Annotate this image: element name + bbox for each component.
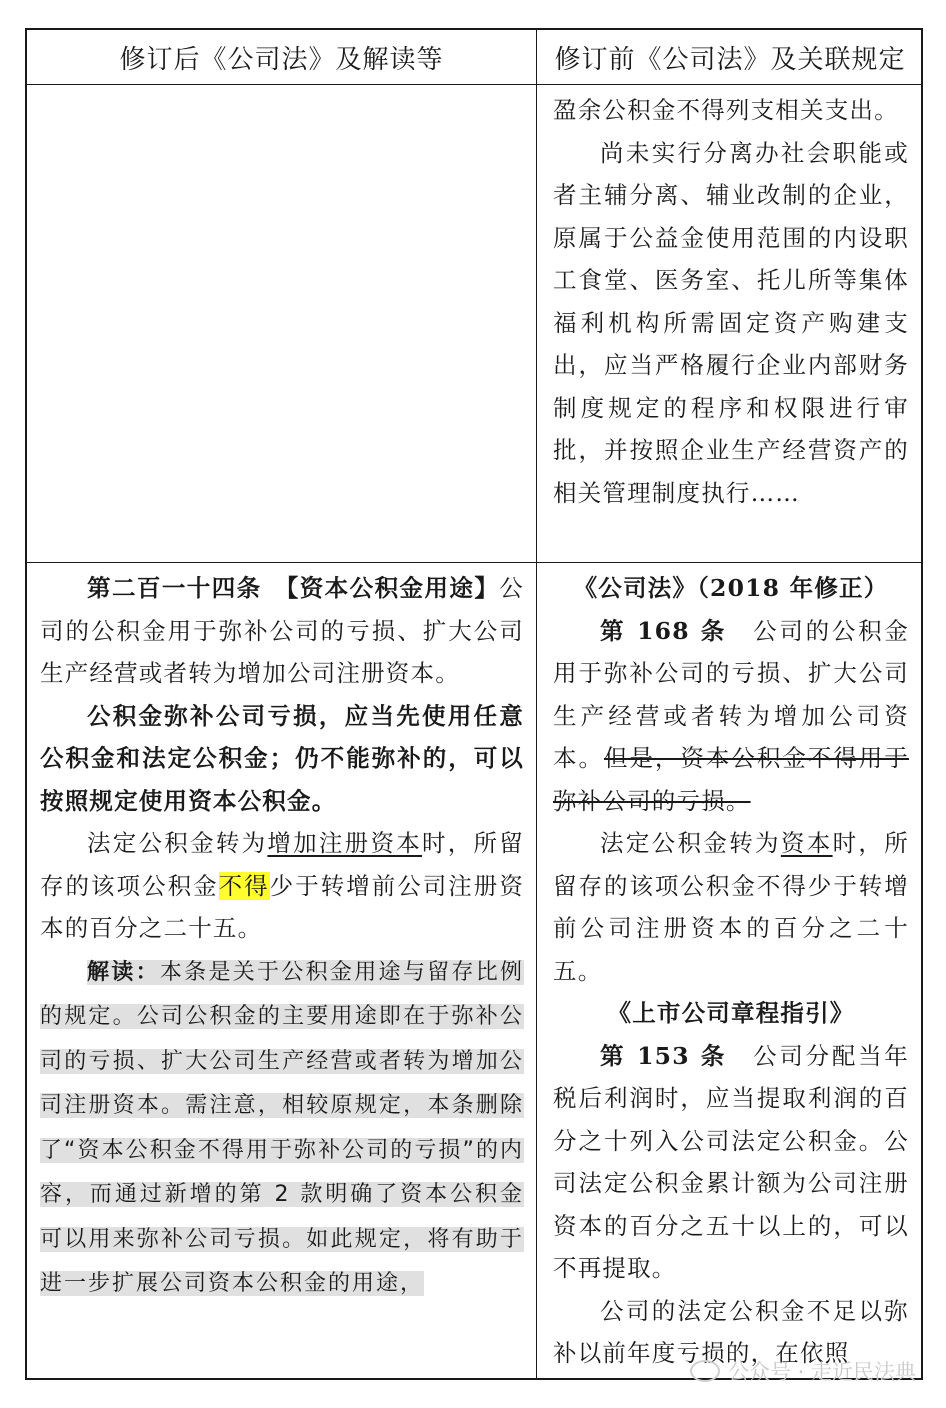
- law2-para-2: 公司的法定公积金不足以弥补以前年度亏损的，在依照: [553, 1296, 909, 1367]
- para3-text-b: 时，所留存的该项公积金: [40, 829, 524, 900]
- law1-p2-text-b: 时，所留存的该项公积金不得少于转增前公司注册资本的百分之二十五。: [553, 829, 909, 985]
- interpretation-text: 本条是关于公积金用途与留存比例的规定。公司公积金的主要用途即在于弥补公司的亏损、扩大公司生产经营或者转为增加公司注册资本。需注意，相较原规定，本条删除了“资本公积金不得用于弥补公司的亏损”的内容，而通过新增的第 2 款明确了资本公积金可以用来弥补公司亏损。如此规定，将有助于进一步扩展公司资本公积金的用途，: [40, 959, 524, 1296]
- law2-article-text: 公司分配当年税后利润时，应当提取利润的百分之十列入公司法定公积金。公司法定公积金累计额为公司注册资本的百分之五十以上的，可以不再提取。: [553, 1041, 909, 1282]
- interpretation-label: 解读：: [87, 959, 160, 985]
- row1-right-para-1: 盈余公积金不得列支相关支出。: [553, 96, 899, 124]
- law1-deleted-text: 但是，资本公积金不得用于弥补公司的亏损。: [553, 744, 909, 815]
- law1-title: 《公司法》（2018 年修正）: [573, 574, 889, 602]
- law1-para-2: [553, 822, 909, 992]
- law2-article-number: 第 153 条: [600, 1041, 727, 1070]
- wechat-icon: [690, 1360, 720, 1382]
- row2-right-cell: [553, 567, 909, 1379]
- column-divider: [536, 30, 537, 1378]
- row1-right-para-2: 尚未实行分离办社会职能或者主辅分离、辅业改制的企业，原属于公益金使用范围的内设职工食堂、医务室、托儿所等集体福利机构所需固定资产购建支出，应当严格履行企业内部财务制度规定的程序和权限进行审批，并按照企业生产经营资产的相关管理制度执行……: [553, 138, 909, 507]
- law1-article: [553, 610, 909, 823]
- header-left: 修订后《公司法》及解读等: [119, 44, 444, 75]
- watermark-text: 公众号 · 走近民法典: [727, 1360, 916, 1384]
- law1-p2-underlined: 资本: [780, 829, 833, 857]
- para3-text-a: 法定公积金转为: [87, 829, 268, 857]
- para3-text-c: 少于转增前公司注册资本的百分之二十五。: [40, 871, 524, 942]
- article-214-head: 第二百一十四条 【资本公积金用途】: [87, 574, 500, 602]
- article-214-body: 公司的公积金用于弥补公司的亏损、扩大公司生产经营或者转为增加公司注册资本。: [40, 574, 524, 687]
- watermark: [690, 1356, 916, 1386]
- row-divider: [27, 562, 921, 563]
- law1-article-text: 公司的公积金用于弥补公司的亏损、扩大公司生产经营或者转为增加公司资本。: [553, 616, 909, 772]
- comparison-table: [25, 28, 923, 1380]
- row2-left-cell: [40, 567, 524, 1379]
- article-214-para-3: [40, 822, 524, 950]
- interpretation: [40, 950, 524, 1306]
- law1-p2-text-a: 法定公积金转为: [600, 829, 781, 857]
- law2-title: 《上市公司章程指引》: [607, 999, 855, 1027]
- article-214: [40, 567, 524, 695]
- row1-right-cell: [553, 89, 909, 559]
- article-214-para-2: 公积金弥补公司亏损，应当先使用任意公积金和法定公积金；仍不能弥补的，可以按照规定使用资本公积金。: [40, 701, 524, 815]
- law1-article-number: 第 168 条: [600, 616, 727, 645]
- para3-highlight: 不得: [218, 871, 270, 900]
- law2-article: [553, 1035, 909, 1290]
- header-right: 修订前《公司法》及关联规定: [554, 44, 906, 75]
- header-divider: [27, 84, 921, 85]
- para3-underlined: 增加注册资本: [267, 829, 422, 857]
